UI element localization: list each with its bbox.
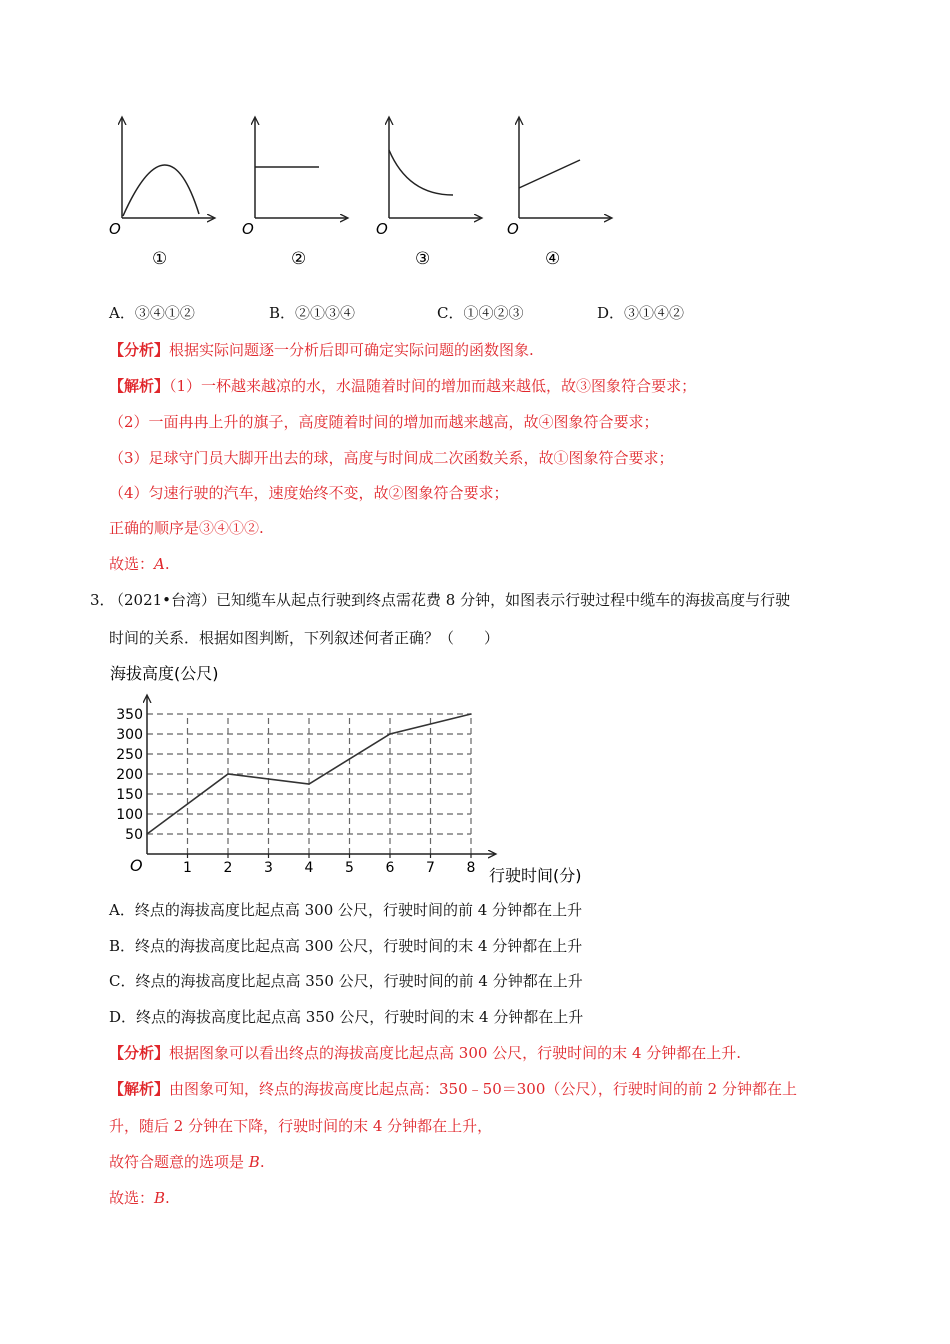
x-tick-label-3: 3 <box>264 860 273 876</box>
chart-origin: O <box>130 856 143 875</box>
series-point-0-0 <box>146 833 148 835</box>
graph-3-origin: O <box>376 220 388 238</box>
q3-analysis <box>109 1043 741 1063</box>
option-b <box>269 303 355 323</box>
graph-4 <box>507 118 611 269</box>
q3-answer-prefix: 故选： <box>109 1189 155 1207</box>
option-d-text: ③①④② <box>624 304 685 322</box>
prev-analysis-tag: 【分析】 <box>109 341 170 359</box>
option-c-text: ①④②③ <box>463 304 524 322</box>
graph-1-label: ① <box>152 249 168 269</box>
prev-solution-line1-text: （1）一杯越来越凉的水，水温随着时间的增加而越来越低，故③图象符合要求； <box>169 377 697 395</box>
chart-axes <box>147 696 495 854</box>
y-tick-label-150: 150 <box>116 787 143 803</box>
q3-number: 3． <box>90 591 115 609</box>
chart-xlabel: 行驶时间(分) <box>489 866 582 885</box>
series-point-0-1 <box>227 773 229 775</box>
x-tick-label-4: 4 <box>304 860 314 876</box>
x-tick-label-1: 1 <box>183 860 192 876</box>
q3-answer <box>109 1188 170 1208</box>
graph-2-origin: O <box>242 220 254 238</box>
altitude-chart <box>100 655 600 895</box>
prev-answer <box>109 554 170 574</box>
option-c <box>437 303 524 323</box>
q3-stem-line1: （2021•台湾）已知缆车从起点行驶到终点需花费 8 分钟，如图表示行驶过程中缆车的海拔高度与行驶 <box>109 591 791 609</box>
graph-1 <box>109 118 214 269</box>
q3-solution-tag: 【解析】 <box>109 1080 170 1098</box>
graph-4-label: ④ <box>545 249 561 269</box>
x-tick-label-5: 5 <box>345 860 354 876</box>
series-point-0-4 <box>470 713 472 715</box>
option-a-letter: A． <box>109 304 135 322</box>
q3-analysis-tag: 【分析】 <box>109 1044 170 1062</box>
y-tick-label-50: 50 <box>125 827 143 843</box>
q3-solution-line3 <box>109 1152 265 1172</box>
y-tick-label-300: 300 <box>116 727 143 743</box>
series-point-0-2 <box>308 783 310 785</box>
prev-solution-line5: 正确的顺序是③④①②. <box>109 519 264 537</box>
graph-2 <box>242 118 347 269</box>
y-tick-label-100: 100 <box>116 807 143 823</box>
prev-answer-letter: A <box>154 555 165 573</box>
option-d <box>597 303 684 323</box>
q3-option-a: A．终点的海拔高度比起点高 300 公尺，行驶时间的前 4 分钟都在上升 <box>109 901 583 919</box>
option-b-letter: B． <box>269 304 296 322</box>
prev-solution-line2: （2）一面冉冉上升的旗子，高度随着时间的增加而越来越高，故④图象符合要求； <box>109 413 659 431</box>
q3-solution-line1 <box>109 1079 797 1099</box>
prev-analysis <box>109 340 534 360</box>
q3-solution-line2: 升，随后 2 分钟在下降，行驶时间的末 4 分钟都在上升， <box>109 1117 493 1135</box>
y-tick-label-350: 350 <box>116 707 143 723</box>
graph-4-origin: O <box>507 220 519 238</box>
x-tick-label-6: 6 <box>385 860 395 876</box>
chart-ticks <box>116 707 475 876</box>
prev-answer-prefix: 故选： <box>109 555 155 573</box>
q3-solution-line1-text: 由图象可知，终点的海拔高度比起点高：350﹣50＝300（公尺），行驶时间的前 2 分钟都在上 <box>169 1080 797 1098</box>
y-tick-label-250: 250 <box>116 747 143 763</box>
q3-option-b: B．终点的海拔高度比起点高 300 公尺，行驶时间的末 4 分钟都在上升 <box>109 937 583 955</box>
q3-solution-line3-answer: B <box>248 1153 260 1171</box>
prev-solution-line1 <box>109 376 696 396</box>
prev-answer-suffix: . <box>164 555 170 573</box>
q3-answer-letter: B <box>154 1189 166 1207</box>
option-b-text: ②①③④ <box>295 304 356 322</box>
q3-answer-suffix: . <box>165 1189 170 1207</box>
graph-3-label: ③ <box>415 249 431 269</box>
q3-solution-line3-prefix: 故符合题意的选项是 <box>109 1153 249 1171</box>
y-tick-label-200: 200 <box>116 767 143 783</box>
option-a <box>109 303 195 323</box>
graph-3 <box>376 118 481 269</box>
option-d-letter: D． <box>597 304 625 322</box>
x-tick-label-7: 7 <box>426 860 435 876</box>
graph-2-label: ② <box>291 249 307 269</box>
x-tick-label-8: 8 <box>466 860 476 876</box>
series-point-0-3 <box>389 733 391 735</box>
q3-option-c: C．终点的海拔高度比起点高 350 公尺，行驶时间的前 4 分钟都在上升 <box>109 972 583 990</box>
x-tick-label-2: 2 <box>223 860 233 876</box>
option-a-text: ③④①② <box>134 304 195 322</box>
chart-ylabel: 海拔高度(公尺) <box>110 664 219 683</box>
graph-1-origin: O <box>109 220 121 238</box>
prev-solution-line3: （3）足球守门员大脚开出去的球，高度与时间成二次函数关系，故①图象符合要求； <box>109 449 674 467</box>
q3-stem-line2: 时间的关系．根据如图判断，下列叙述何者正确？（ ） <box>109 629 500 647</box>
prev-analysis-text: 根据实际问题逐一分析后即可确定实际问题的函数图象. <box>169 341 534 359</box>
prev-solution-line4: （4）匀速行驶的汽车，速度始终不变，故②图象符合要求； <box>109 484 509 502</box>
q3-solution-line3-suffix: . <box>259 1153 265 1171</box>
q3-analysis-text: 根据图象可以看出终点的海拔高度比起点高 300 公尺，行驶时间的末 4 分钟都在上升. <box>169 1044 742 1062</box>
option-graphs <box>0 0 950 280</box>
option-c-letter: C． <box>437 304 464 322</box>
prev-solution-tag: 【解析】 <box>109 377 170 395</box>
q3-option-d: D．终点的海拔高度比起点高 350 公尺，行驶时间的末 4 分钟都在上升 <box>109 1008 584 1026</box>
